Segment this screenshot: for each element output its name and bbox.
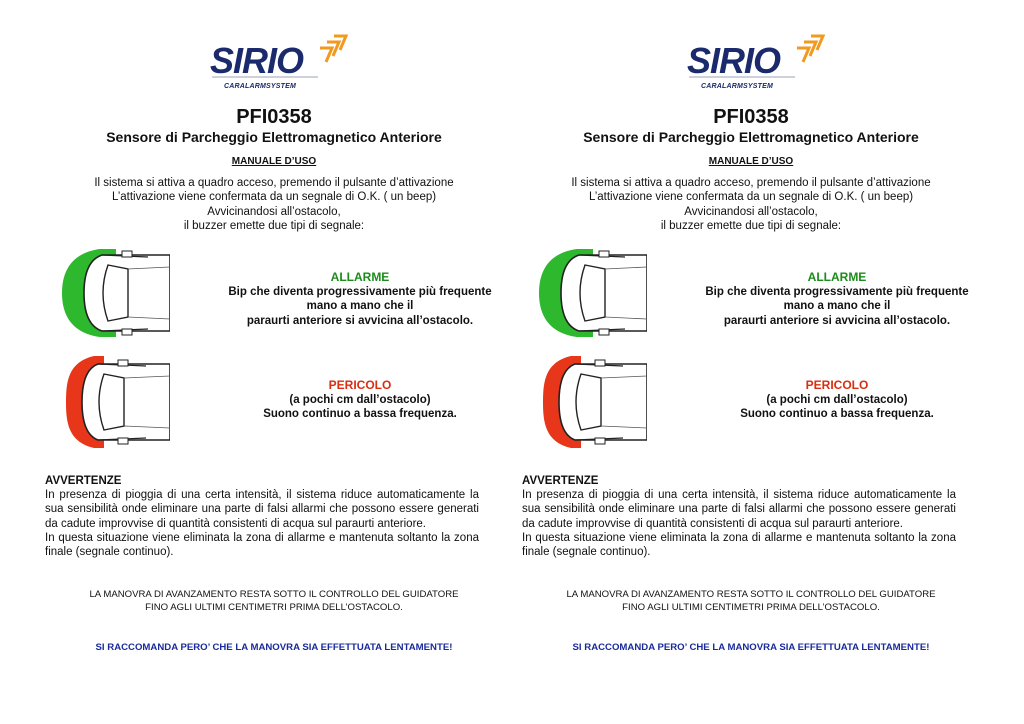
- note-line: LA MANOVRA DI AVANZAMENTO RESTA SOTTO IL CONTROLLO DEL GUIDATORE: [89, 589, 459, 600]
- note-line: LA MANOVRA DI AVANZAMENTO RESTA SOTTO IL CONTROLLO DEL GUIDATORE: [566, 589, 936, 600]
- allarme-line: mano a mano che il: [306, 300, 414, 313]
- intro-line: il buzzer emette due tipi di segnale:: [183, 220, 365, 233]
- intro-line: Il sistema si attiva a quadro acceso, premendo il pulsante d’attivazione: [571, 177, 931, 189]
- allarme-title: ALLARME: [330, 270, 390, 284]
- pericolo-line: (a pochi cm dall’ostacolo): [766, 393, 908, 406]
- warning-paragraph: In presenza di pioggia di una certa intensità, il sistema riduce automaticamente la sua sensibilità onde eliminare una parte di falsi allarmi che possono essere generati da cadute improvvise di quantità consistenti di acqua sul paraurti anteriore.: [45, 489, 479, 530]
- intro-line: Avvicinandosi all’ostacolo,: [207, 205, 341, 218]
- allarme-line: Bip che diventa progressivamente più frequente: [705, 285, 969, 298]
- brand-subtitle: CARALARMSYSTEM: [701, 83, 774, 90]
- manual-label: MANUALE D’USO: [231, 156, 317, 167]
- allarme-line: paraurti anteriore si avvicina all’ostacolo.: [246, 314, 474, 327]
- warning-title: AVVERTENZE: [45, 475, 122, 487]
- allarme-line: Bip che diventa progressivamente più frequente: [228, 285, 492, 298]
- allarme-line: paraurti anteriore si avvicina all’ostacolo.: [723, 314, 951, 327]
- intro-line: il buzzer emette due tipi di segnale:: [660, 220, 842, 233]
- pericolo-line: Suono continuo a bassa frequenza.: [263, 408, 457, 421]
- brand-subtitle: CARALARMSYSTEM: [224, 83, 297, 90]
- warning-section: [522, 474, 956, 559]
- brand-logo: [685, 32, 825, 96]
- pericolo-line: (a pochi cm dall’ostacolo): [289, 393, 431, 406]
- warning-paragraph: In presenza di pioggia di una certa intensità, il sistema riduce automaticamente la sua sensibilità onde eliminare una parte di falsi allarmi che possono essere generati da cadute improvvise di quantità consistenti di acqua sul paraurti anteriore.: [522, 489, 956, 530]
- car-green-zone-illustration: [539, 247, 647, 339]
- warning-paragraph: In questa situazione viene eliminata la zona di allarme e mantenuta soltanto la zona finale (segnale continuo).: [522, 531, 956, 559]
- driver-control-note: [477, 589, 1024, 615]
- product-subtitle: Sensore di Parcheggio Elettromagnetico Anteriore: [106, 129, 442, 145]
- car-green-zone-illustration: [62, 247, 170, 339]
- pericolo-title: PERICOLO: [805, 378, 869, 392]
- intro-text: [0, 176, 548, 234]
- brand-wordmark: SIRIO: [687, 40, 781, 81]
- intro-line: Il sistema si attiva a quadro acceso, premendo il pulsante d’attivazione: [94, 177, 454, 189]
- warning-section: [45, 474, 479, 559]
- intro-line: L’attivazione viene confermata da un segnale di O.K. ( un beep): [111, 191, 437, 204]
- slow-maneuver-note: SI RACCOMANDA PERO’ CHE LA MANOVRA SIA EFFETTUATA LENTAMENTE!: [572, 642, 930, 653]
- allarme-line: mano a mano che il: [783, 300, 891, 313]
- manual-page-right: [477, 0, 989, 724]
- intro-text: [477, 176, 1024, 234]
- slow-maneuver-note: SI RACCOMANDA PERO’ CHE LA MANOVRA SIA EFFETTUATA LENTAMENTE!: [95, 642, 453, 653]
- product-code: PFI0358: [236, 106, 312, 128]
- product-code: PFI0358: [713, 106, 789, 128]
- product-subtitle: Sensore di Parcheggio Elettromagnetico Anteriore: [583, 129, 919, 145]
- note-line: FINO AGLI ULTIMI CENTIMETRI PRIMA DELL’OSTACOLO.: [145, 601, 403, 613]
- driver-control-note: [0, 589, 548, 615]
- note-line: FINO AGLI ULTIMI CENTIMETRI PRIMA DELL’OSTACOLO.: [622, 601, 880, 613]
- pericolo-description: [687, 378, 987, 422]
- warning-paragraph: In questa situazione viene eliminata la zona di allarme e mantenuta soltanto la zona finale (segnale continuo).: [45, 531, 479, 559]
- car-red-zone-illustration: [539, 356, 647, 448]
- pericolo-title: PERICOLO: [328, 378, 392, 392]
- intro-line: L’attivazione viene confermata da un segnale di O.K. ( un beep): [588, 191, 914, 204]
- warning-title: AVVERTENZE: [522, 475, 599, 487]
- car-red-zone-illustration: [62, 356, 170, 448]
- brand-logo: [208, 32, 348, 96]
- manual-label: MANUALE D’USO: [708, 156, 794, 167]
- brand-wordmark: SIRIO: [210, 40, 304, 81]
- allarme-description: [210, 270, 510, 328]
- pericolo-line: Suono continuo a bassa frequenza.: [740, 408, 934, 421]
- intro-line: Avvicinandosi all’ostacolo,: [684, 205, 818, 218]
- pericolo-description: [210, 378, 510, 422]
- allarme-title: ALLARME: [807, 270, 867, 284]
- allarme-description: [687, 270, 987, 328]
